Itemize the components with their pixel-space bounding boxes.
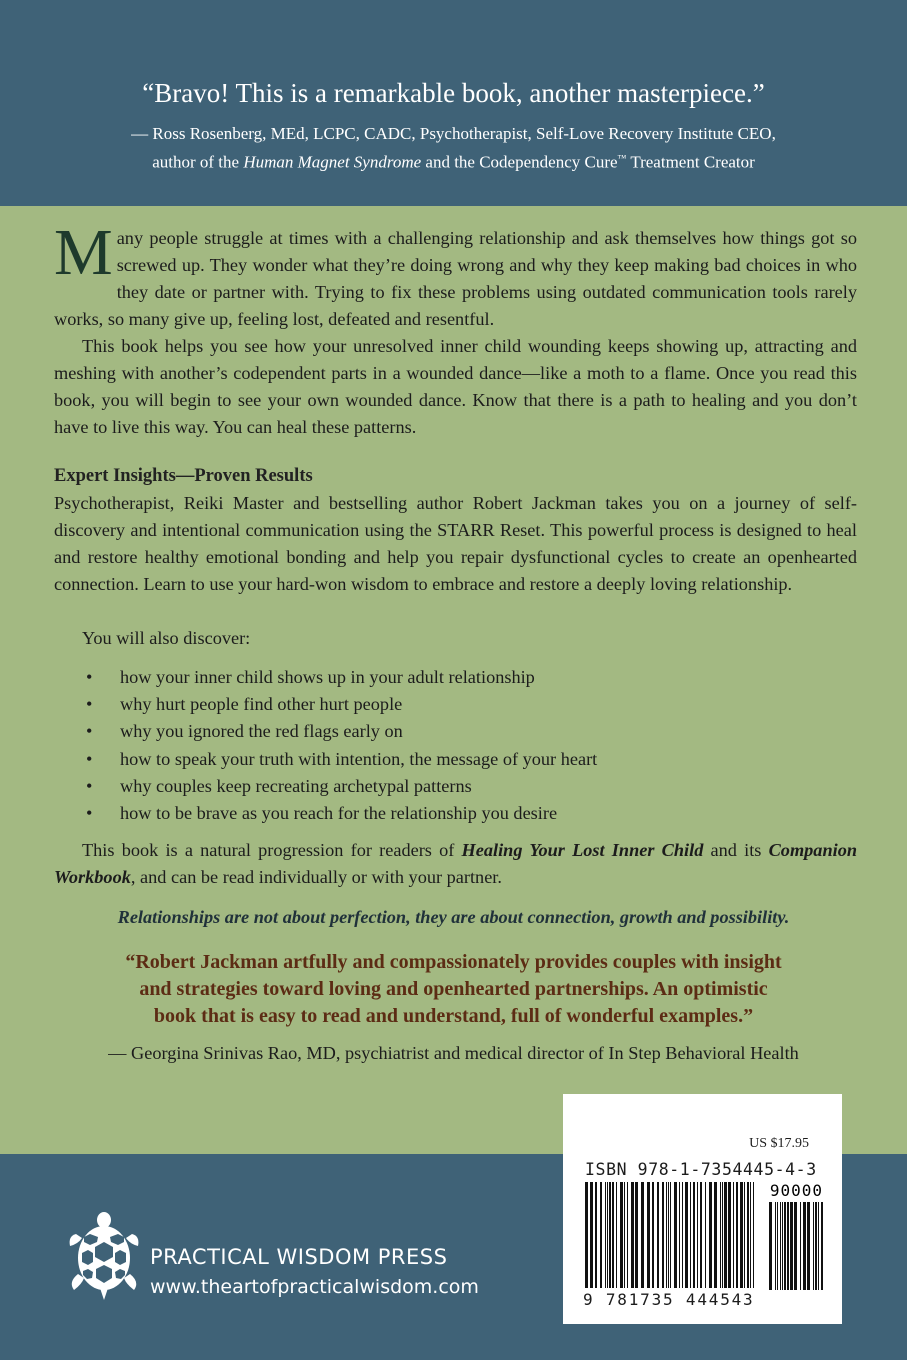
barcode-addon-bar xyxy=(818,1202,819,1290)
barcode-addon-bar xyxy=(780,1202,781,1290)
barcode-bar xyxy=(652,1182,654,1288)
description-panel: Many people struggle at times with a challenging relationship and ask themselves how things got so screwed up. They wonder what they’re doing wrong and why they keep making bad choices in who they date or partner with. Trying to fix these problems using outdated communication tools rarely works, so many give up, feeling lost, defeated and resentful. This book helps you see how your unresolved inner child wounding keeps showing up, attracting and meshing with another’s codependent parts in a wounded dance—like a moth to a flame. Once you read this book, you will begin to see your own wounded dance. Know that there is a path to healing and you don’t have to live this way. You can heal these patterns. Expert Insights—Proven Results Psychotherapist, Reiki Master and bestselling author Robert Jackman takes you on a journey of self-discovery and intentional communication using the STARR Reset. This powerful process is designed to heal and restore healthy emotional bonding and help you repair dysfunctional cycles to create an openhearted connection. Learn to use your hard-won wisdom to embrace and restore a deeply loving relationship. You will also discover: • how your inner child shows up in your adult relationship • why hurt people find other hurt people • why you ignored the red flags early on • how to speak your truth with intention, the message of your heart • why couples keep recreating archetypal patterns • how to be brave as you reach for the relationship you desire This book is a natural progression for readers of Healing Your Lost Inner Child and its Companion Workbook, and can be read individually or with your partner. Relationships are not about perfection, they are about connection, growth and possibility. “Robert Jackman artfully and compassionately provides couples with insight and strategies toward loving and openhearted partnerships. An optimistic book that is easy to read and understand, full of wonderful examples.” — Georgina Srinivas Rao, MD, psychiatrist and medical director of In Step Behavioral Health xyxy=(0,206,907,1154)
barcode-bar xyxy=(700,1182,702,1288)
barcode-addon-bar xyxy=(787,1202,789,1290)
barcode-bar xyxy=(607,1182,608,1288)
bullet-icon: • xyxy=(86,775,93,796)
barcode-bar xyxy=(595,1182,597,1288)
barcode-bar xyxy=(705,1182,706,1288)
barcode-graphic xyxy=(583,1182,828,1290)
barcode-bar xyxy=(609,1182,611,1288)
body-paragraph-2: This book helps you see how your unresolved inner child wounding keeps showing up, attracting and meshing with another’s codependent parts in a wounded dance—like a moth to a flame. Once you read this book, you will begin to see your own wounded dance. Know that there is a path to healing and you don’t have to live this way. You can heal these patterns. xyxy=(54,336,857,437)
price-label: US $17.95 xyxy=(749,1136,809,1151)
barcode-bar xyxy=(585,1182,588,1288)
barcode-bar xyxy=(697,1182,698,1288)
barcode-addon-bar xyxy=(815,1202,817,1290)
endorsement-attribution-line1: — Ross Rosenberg, MEd, LCPC, CADC, Psychotherapist, Self-Love Recovery Institute CEO, xyxy=(131,124,776,143)
barcode-bar xyxy=(635,1182,638,1288)
barcode-bar xyxy=(722,1182,723,1288)
barcode-bar xyxy=(682,1182,683,1288)
bullet-icon: • xyxy=(86,721,93,742)
barcode-bar xyxy=(666,1182,667,1288)
barcode-bar xyxy=(627,1182,628,1288)
barcode-bar xyxy=(693,1182,695,1288)
barcode-bar xyxy=(679,1182,680,1288)
section-heading: Expert Insights—Proven Results xyxy=(54,466,313,486)
body-paragraph-3: Psychotherapist, Reiki Master and bestselling author Robert Jackman takes you on a journey of self-discovery and intentional communication using the STARR Reset. This powerful process is designed to heal and restore healthy emotional bonding and help you repair dysfunctional cycles to create an openhearted connection. Learn to use your hard-won wisdom to embrace and restore a deeply loving relationship. xyxy=(54,493,857,594)
barcode-bar xyxy=(709,1182,712,1288)
barcode-panel xyxy=(563,1094,842,1324)
barcode-addon-bar xyxy=(769,1202,772,1290)
barcode-bar xyxy=(605,1182,606,1288)
intro-paragraph: Many people struggle at times with a challenging relationship and ask themselves how things got so screwed up. They wonder what they’re doing wrong and why they keep making bad choices in who they date or partner with. Trying to fix these problems using outdated communication tools rarely works, so many give up, feeling lost, defeated and resentful. xyxy=(54,216,857,329)
barcode-bar xyxy=(624,1182,625,1288)
endorsement-attribution-line2: author of the Human Magnet Syndrome and the Codependency Cure™ Treatment Creator xyxy=(152,152,755,172)
barcode-bar xyxy=(714,1182,717,1288)
barcode-addon-bar xyxy=(821,1202,823,1290)
barcode-bar xyxy=(685,1182,688,1288)
barcode-bar xyxy=(753,1182,754,1288)
turtle-icon xyxy=(66,1212,142,1300)
drop-cap: M xyxy=(54,216,113,289)
barcode-bar xyxy=(670,1182,671,1288)
barcode-bar xyxy=(674,1182,677,1288)
publisher-name: PRACTICAL WISDOM PRESS xyxy=(150,1245,448,1269)
second-endorsement-attribution: — Georgina Srinivas Rao, MD, psychiatrist and medical director of In Step Behavioral Health xyxy=(108,1043,799,1063)
bullet-icon: • xyxy=(86,802,93,823)
endorsement-quote: “Bravo! This is a remarkable book, another masterpiece.” xyxy=(142,78,765,108)
barcode-addon-bar xyxy=(794,1202,797,1290)
barcode-addon-bar xyxy=(813,1202,814,1290)
tagline: Relationships are not about perfection, they are about connection, growth and possibility. xyxy=(117,907,790,927)
bullet-icon: • xyxy=(86,694,93,715)
barcode-bar xyxy=(612,1182,614,1288)
barcode-addon-bar xyxy=(782,1202,783,1290)
addon-number: 90000 xyxy=(769,1182,823,1200)
barcode-addon-bar xyxy=(784,1202,786,1290)
progression-paragraph: This book is a natural progression for readers of Healing Your Lost Inner Child and its Companion Workbook, and can be read individually or with your partner. xyxy=(54,840,857,887)
barcode-bar xyxy=(690,1182,691,1288)
discover-lead: You will also discover: xyxy=(82,628,251,648)
barcode-bar xyxy=(740,1182,743,1288)
barcode-addon-bar xyxy=(800,1202,801,1290)
barcode-bar xyxy=(620,1182,623,1288)
barcode-bar xyxy=(641,1182,644,1288)
isbn-label: ISBN 978-1-7354445-4-3 xyxy=(585,1160,817,1179)
top-quote-band xyxy=(0,0,907,206)
barcode-bar xyxy=(668,1182,669,1288)
bullet-icon: • xyxy=(86,748,93,769)
barcode-bar xyxy=(631,1182,634,1288)
barcode-bar xyxy=(724,1182,727,1288)
barcode-bar xyxy=(750,1182,751,1288)
barcode-addon-bar xyxy=(807,1202,810,1290)
barcode-bar xyxy=(647,1182,650,1288)
barcode-bar xyxy=(590,1182,593,1288)
barcode-bar xyxy=(616,1182,617,1288)
barcode-bar xyxy=(736,1182,738,1288)
second-endorsement-quote: “Robert Jackman artfully and compassionately provides couples with insight and strategies toward loving and openhearted partnerships. An optimistic book that is easy to read and understand, full of wonderful examples.” xyxy=(125,951,782,1027)
book-title-healing: Healing Your Lost Inner Child xyxy=(461,840,704,860)
barcode-bar xyxy=(728,1182,731,1288)
barcode-bar xyxy=(662,1182,664,1288)
barcode-bar xyxy=(747,1182,749,1288)
barcode-addon-bar xyxy=(790,1202,793,1290)
barcode-bar xyxy=(720,1182,721,1288)
book-title-workbook: Companion Workbook xyxy=(54,840,857,887)
ean-number: 9 781735 444543 xyxy=(583,1290,755,1309)
barcode-addon-bar xyxy=(775,1202,776,1290)
barcode-bar xyxy=(744,1182,745,1288)
barcode-bar xyxy=(600,1182,602,1288)
publisher-website-link[interactable]: www.theartofpracticalwisdom.com xyxy=(150,1276,479,1298)
barcode-addon-bar xyxy=(777,1202,778,1290)
barcode-addon-bar xyxy=(803,1202,806,1290)
barcode-bar xyxy=(657,1182,659,1288)
barcode-bar xyxy=(733,1182,734,1288)
book-title-human-magnet: Human Magnet Syndrome xyxy=(243,152,422,172)
bullet-icon: • xyxy=(86,667,93,687)
